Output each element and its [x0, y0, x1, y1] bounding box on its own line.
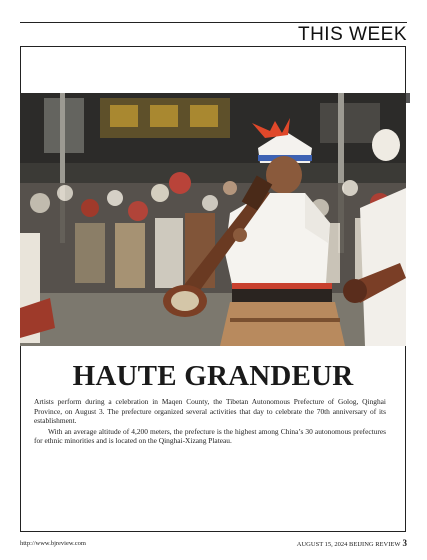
footer-url[interactable]: http://www.bjreview.com [20, 540, 86, 547]
paragraph-1: Artists perform during a celebration in Maqen County, the Tibetan Autonomous Prefecture of Golog, Qinghai Province, on August 3. The prefecture organized several activities that day to celebrate the 70th anniversary of its establishment. [34, 397, 386, 426]
footer-issue [297, 538, 407, 548]
footer-issue-text: AUGUST 15, 2024 BEIJING REVIEW [296, 541, 401, 548]
section-title: THIS WEEK [297, 24, 407, 45]
feature-photo [20, 93, 406, 346]
page-number: 3 [402, 538, 407, 548]
header-rule [20, 22, 407, 23]
article-headline: HAUTE GRANDEUR [72, 360, 354, 392]
photo-credit-mark [406, 93, 410, 103]
paragraph-2: With an average altitude of 4,200 meters, the prefecture is the highest among China’s 30 autonomous prefectures for ethnic minorities and is located on the Qinghai-Xizang Plateau. [34, 426, 386, 446]
article-body [34, 397, 386, 446]
